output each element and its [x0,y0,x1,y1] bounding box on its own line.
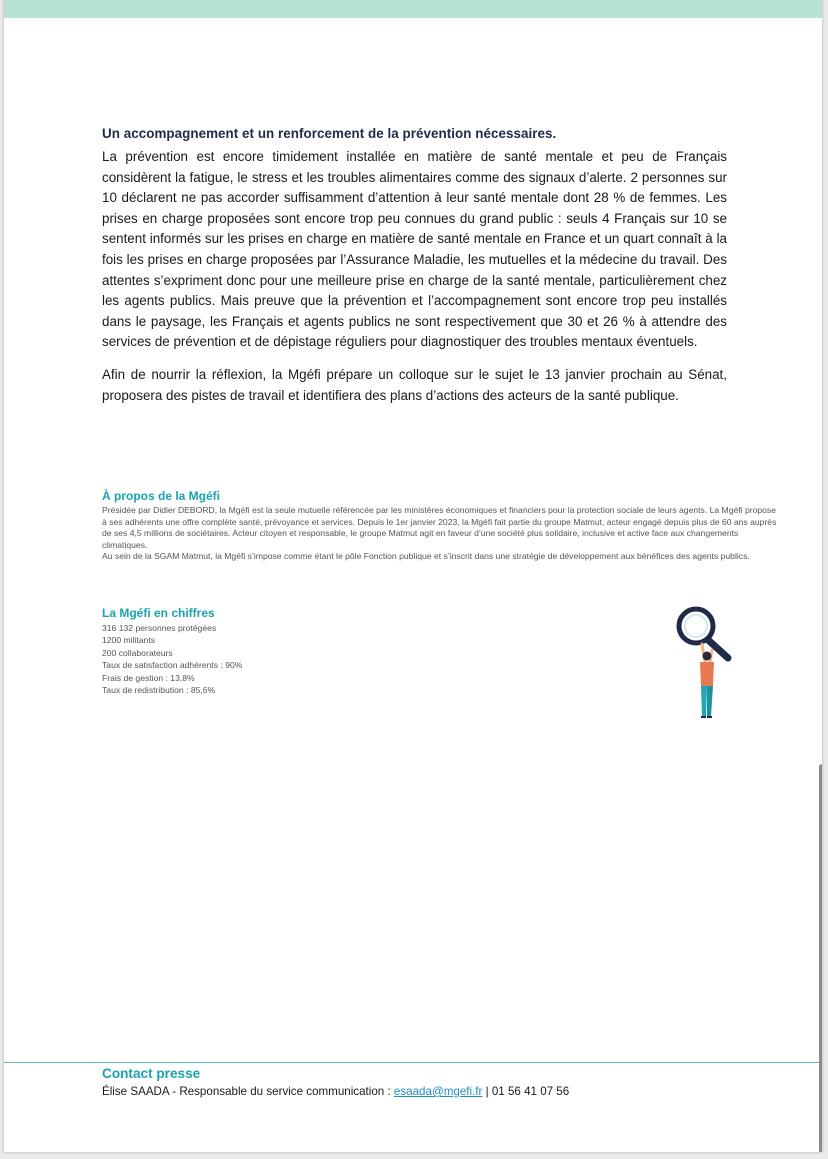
contact-person: Élise SAADA - Responsable du service communication : [102,1085,394,1098]
figures-item: 316 132 personnes protégées [102,623,217,633]
contact-line [102,1085,802,1098]
contact-section [102,1066,802,1098]
figures-list [102,622,402,696]
contact-phone: | 01 56 41 07 56 [482,1085,570,1098]
document-page [4,0,822,1152]
figures-item: 200 collaborateurs [102,647,173,658]
magnifier-illustration-icon [672,600,752,720]
scrollbar[interactable] [819,764,822,1152]
contact-title: Contact presse [102,1066,201,1081]
person-holding-magnifier-icon [672,600,752,720]
figures-title: La Mgéfi en chiffres [102,606,215,620]
about-section [102,489,782,563]
figures-item: Taux de redistribution : 85,6% [102,685,216,696]
article-section [102,126,727,418]
figures-item: Taux de satisfaction adhérents : 90% [102,660,243,671]
about-text-1: Présidée par Didier DEBORD, la Mgéfi est la seule mutuelle référencée par les ministères économiques et financiers pour la protection sociale de leurs agents. La Mgéfi propose à ses adhérents une offre complète santé, prévoyance et services. Depuis le 1er janvier 2023, la Mgéfi fait partie du groupe Matmut, acteur engagé depuis plus de 60 ans auprès de ses 4,5 millions de sociétaires. Acteur citoyen et responsable, le groupe Matmut agit en faveur d’une société plus solidaire, inclusive et active face aux changements climatiques. [102,505,777,550]
contact-divider [4,1062,822,1063]
figures-item: 1200 militants [102,635,156,646]
about-title: À propos de la Mgéfi [102,489,221,503]
figures-item: Frais de gestion : 13,8% [102,672,195,683]
figures-section [102,606,402,696]
about-text-2: Au sein de la SGAM Matmut, la Mgéfi s’impose comme étant le pôle Fonction publique et s’inscrit dans une stratégie de développement aux bénéfices des agents publics. [102,551,750,562]
contact-email-link[interactable]: esaada@mgefi.fr [393,1085,483,1098]
top-color-band [4,0,822,18]
article-paragraph-1: La prévention est encore timidement installée en matière de santé mentale et peu de Français considèrent la fatigue, le stress et les troubles alimentaires comme des signaux d’alerte. 2 personnes sur 10 déclarent ne pas accorder suffisamment d’attention à leur santé mentale dont 28 % de femmes. Les prises en charge proposées sont encore trop peu connues du grand public : seuls 4 Français sur 10 se sentent informés sur les prises en charge en matière de santé mentale en France et un quart connaît à la fois les prises en charge proposées par l’Assurance Maladie, les mutuelles et la médecine du travail. Des attentes s’expriment donc pour une meilleure prise en charge de la santé mentale, particulièrement chez les agents publics. Mais preuve que la prévention et l’accompagnement sont encore trop peu installés dans le paysage, les Français et agents publics ne sont respectivement que 30 et 26 % à attendre des services de prévention et de dépistage réguliers pour diagnostiquer des troubles mentaux éventuels. [102,149,727,350]
article-paragraph-2: Afin de nourrir la réflexion, la Mgéfi prépare un colloque sur le sujet le 13 janvier prochain au Sénat, proposera des pistes de travail et identifiera des plans d’actions des acteurs de la santé publique. [102,366,727,403]
article-heading: Un accompagnement et un renforcement de la prévention nécessaires. [102,126,557,141]
